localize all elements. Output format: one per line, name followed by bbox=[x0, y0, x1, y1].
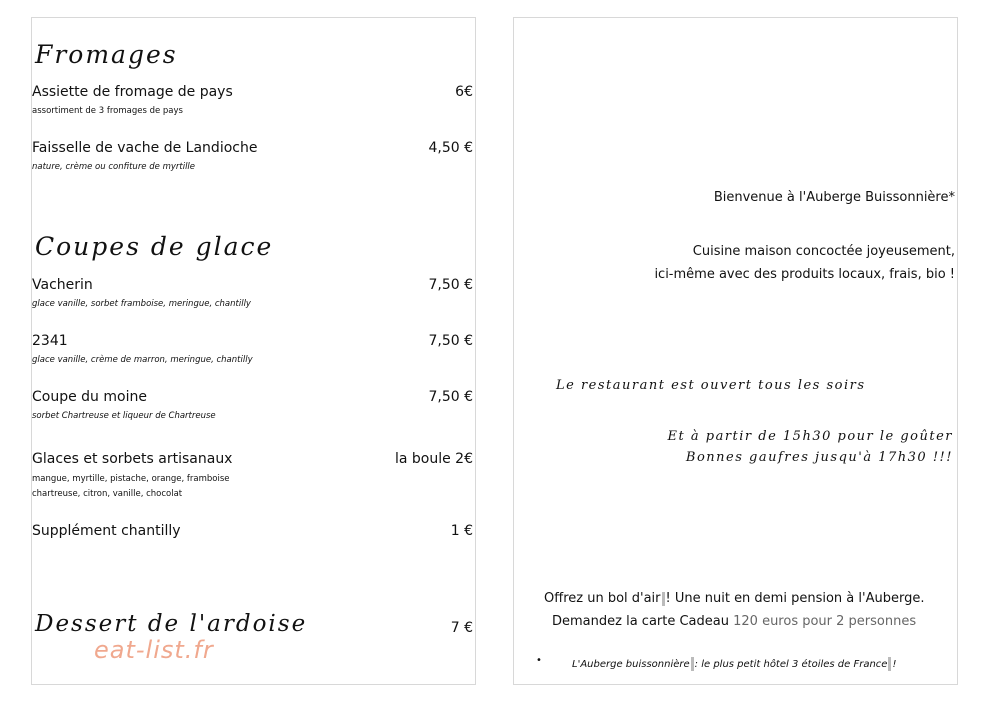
item-price: 1 € bbox=[450, 523, 473, 539]
footnote-part3: ! bbox=[892, 659, 897, 670]
bullet: • bbox=[536, 655, 542, 666]
gift-offer bbox=[544, 591, 924, 606]
footnote bbox=[572, 657, 896, 671]
item-description: glace vanille, sorbet framboise, meringue, chantilly bbox=[32, 299, 251, 309]
gift-card-line bbox=[552, 614, 916, 629]
watermark: eat-list.fr bbox=[94, 636, 214, 664]
section-title-dessert: Dessert de l'ardoise bbox=[35, 611, 308, 637]
item-description-line2: chartreuse, citron, vanille, chocolat bbox=[32, 489, 183, 499]
footnote-part1: L'Auberge buissonnière bbox=[572, 659, 690, 670]
item-price: 7,50 € bbox=[428, 277, 473, 293]
gaufres-text: Bonnes gaufres jusqu'à 17h30 !!! bbox=[685, 450, 953, 465]
item-name: Coupe du moine bbox=[32, 389, 147, 405]
item-price: 6€ bbox=[455, 84, 473, 100]
text-cursor-mark bbox=[691, 657, 694, 671]
info-page bbox=[513, 17, 958, 685]
item-price: 7,50 € bbox=[428, 389, 473, 405]
item-price: 7,50 € bbox=[428, 333, 473, 349]
text-cursor-mark bbox=[662, 592, 665, 606]
gift-card-price: 120 euros pour 2 personnes bbox=[733, 614, 917, 629]
opening-hours-text: Le restaurant est ouvert tous les soirs bbox=[556, 378, 866, 393]
item-name: Glaces et sorbets artisanaux bbox=[32, 451, 233, 467]
gouter-text: Et à partir de 15h30 pour le goûter bbox=[667, 429, 953, 444]
item-description: glace vanille, crème de marron, meringue, chantilly bbox=[32, 355, 253, 365]
item-name: Faisselle de vache de Landioche bbox=[32, 140, 258, 156]
gift-card-label: Demandez la carte Cadeau bbox=[552, 614, 729, 629]
item-description: sorbet Chartreuse et liqueur de Chartreuse bbox=[32, 411, 216, 421]
dessert-price: 7 € bbox=[450, 620, 473, 636]
section-title-fromages: Fromages bbox=[35, 40, 178, 69]
section-title-coupes: Coupes de glace bbox=[35, 232, 274, 261]
footnote-part2: : le plus petit hôtel 3 étoiles de France bbox=[694, 659, 888, 670]
item-name: 2341 bbox=[32, 333, 68, 349]
item-price: 4,50 € bbox=[428, 140, 473, 156]
cuisine-line-2: ici-même avec des produits locaux, frais, bio ! bbox=[654, 267, 955, 282]
item-description: assortiment de 3 fromages de pays bbox=[32, 106, 183, 116]
gift-offer-part1: Offrez un bol d'air bbox=[544, 591, 661, 606]
cuisine-line-1: Cuisine maison concoctée joyeusement, bbox=[692, 244, 955, 259]
item-name: Assiette de fromage de pays bbox=[32, 84, 233, 100]
welcome-text: Bienvenue à l'Auberge Buissonnière* bbox=[713, 190, 955, 205]
item-description: nature, crème ou confiture de myrtille bbox=[32, 162, 196, 172]
gift-offer-part2: ! Une nuit en demi pension à l'Auberge. bbox=[665, 591, 925, 606]
menu-page-desserts bbox=[31, 17, 476, 685]
item-description: mangue, myrtille, pistache, orange, framboise bbox=[32, 474, 230, 484]
item-name: Vacherin bbox=[32, 277, 93, 293]
item-name: Supplément chantilly bbox=[32, 523, 181, 539]
item-price: la boule 2€ bbox=[394, 451, 473, 467]
